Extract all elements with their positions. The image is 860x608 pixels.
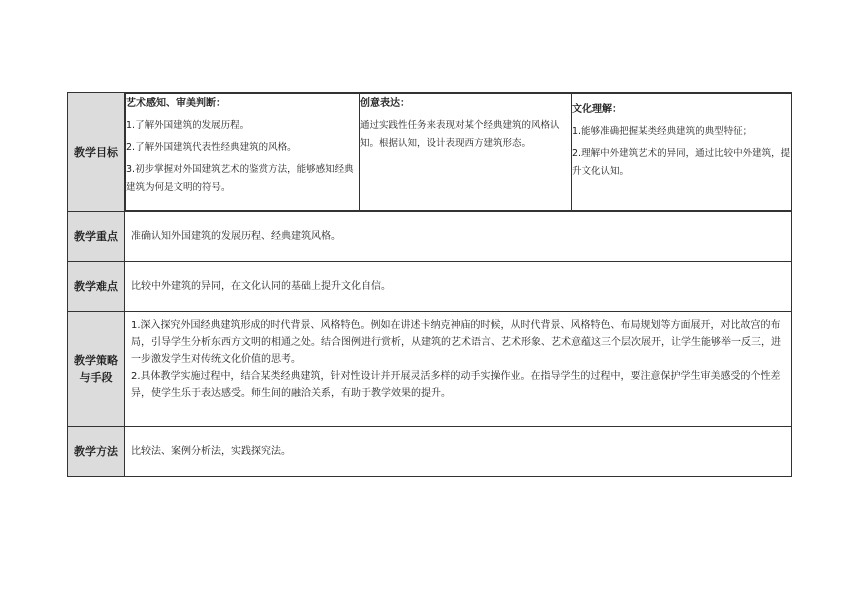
goals-label: 教学目标 (68, 93, 125, 212)
goals-content (125, 93, 792, 212)
goals-row (68, 93, 792, 212)
goals-aesthetic-title: 艺术感知、审美判断： (126, 98, 226, 109)
strategy-row (68, 312, 792, 427)
goals-creative-text: 通过实践性任务来表现对某个经典建筑的风格认知。根据认知，设计表现西方建筑形态。 (360, 120, 560, 149)
difficulties-text: 比较中外建筑的异同，在文化认同的基础上提升文化自信。 (125, 262, 792, 312)
goals-subtable (125, 93, 791, 211)
strategy-content (125, 312, 792, 427)
goals-creative-title: 创意表达： (360, 98, 410, 109)
goals-culture-cell (572, 94, 792, 211)
strategy-label: 教学策略与手段 (68, 312, 125, 427)
goals-aesthetic-item: 1.了解外国建筑的发展历程。 (126, 120, 250, 131)
strategy-item: 1.深入探究外国经典建筑形成的时代背景、风格特色。例如在讲述卡纳克神庙的时候，从时代背景、风格特色、布局规划等方面展开，对比故宫的布局，引导学生分析东西方文明的相通之处。结合图例进行赏析，从建筑的艺术语言、艺术形象、艺术意蕴这三个层次展开，让学生能够举一反三，进一步激发学生对传统文化价值的思考。 (131, 320, 781, 365)
goals-culture-item: 1.能够准确把握某类经典建筑的典型特征； (572, 126, 753, 137)
goals-aesthetic-item: 3.初步掌握对外国建筑艺术的鉴赏方法，能够感知经典建筑为何是文明的符号。 (126, 164, 354, 193)
key-points-label: 教学重点 (68, 212, 125, 262)
strategy-item: 2.具体教学实施过程中，结合某类经典建筑，针对性设计并开展灵活多样的动手实操作业。在指导学生的过程中，要注意保护学生审美感受的个性差异，使学生乐于表达感受。师生间的融洽关系，有助于教学效果的提升。 (131, 371, 781, 399)
methods-row (68, 427, 792, 477)
key-points-text: 准确认知外国建筑的发展历程、经典建筑风格。 (125, 212, 792, 262)
goals-aesthetic-cell (126, 94, 360, 211)
goals-aesthetic-item: 2.了解外国建筑代表性经典建筑的风格。 (126, 142, 297, 153)
goals-culture-title: 文化理解： (572, 104, 622, 115)
difficulties-label: 教学难点 (68, 262, 125, 312)
methods-label: 教学方法 (68, 427, 125, 477)
goals-culture-item: 2.理解中外建筑艺术的异同，通过比较中外建筑，提升文化认知。 (572, 148, 791, 177)
goals-creative-cell (360, 94, 572, 211)
lesson-plan-table (67, 92, 792, 477)
methods-text: 比较法、案例分析法，实践探究法。 (125, 427, 792, 477)
key-points-row (68, 212, 792, 262)
difficulties-row (68, 262, 792, 312)
